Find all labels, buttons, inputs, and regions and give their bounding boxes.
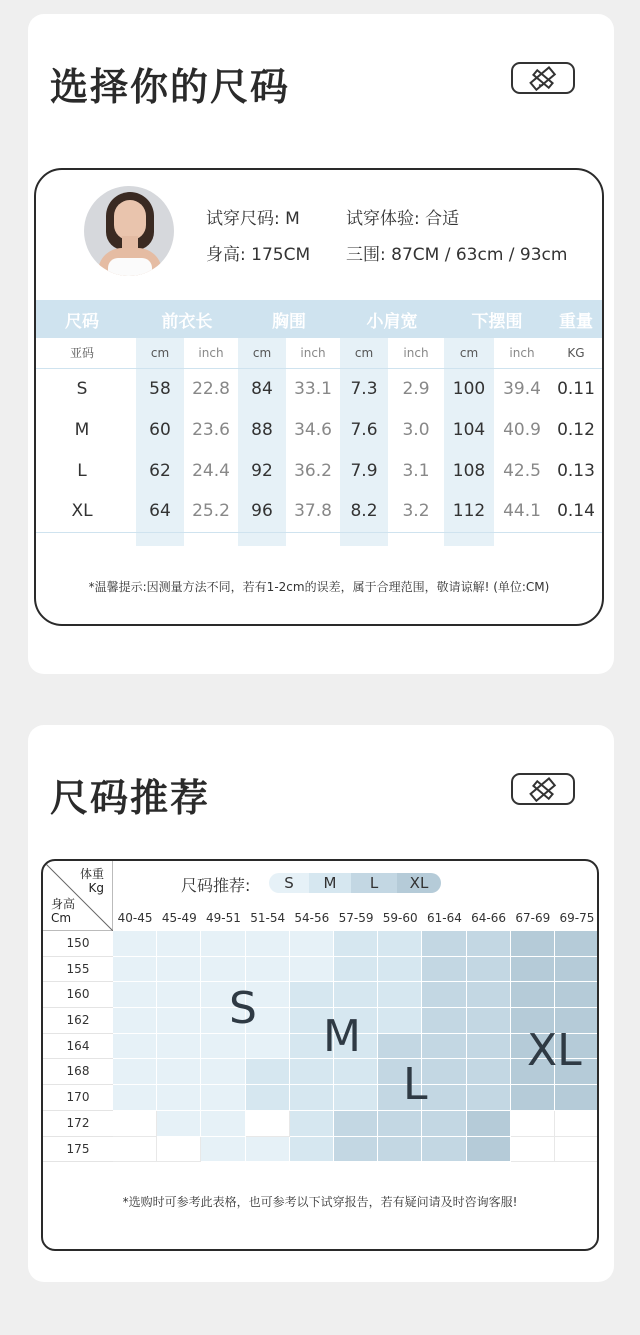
grid-cell (246, 1085, 290, 1111)
grid-cell (334, 1111, 378, 1137)
grid-cell (422, 957, 466, 983)
weight-header: 45-49 (161, 911, 197, 925)
table-cell: 3.2 (388, 491, 444, 532)
height-header: 160 (43, 982, 113, 1008)
table-cell: 25.2 (184, 491, 238, 532)
model-height: 身高: 175CM (206, 245, 311, 265)
grid-cell (378, 1008, 422, 1034)
grid-cell (113, 1034, 157, 1060)
grid-cell (422, 1034, 466, 1060)
legend-m: M (309, 873, 351, 893)
table-cell: 96 (238, 491, 286, 532)
table-cell: 2.9 (402, 378, 430, 399)
grid-cell (290, 931, 334, 957)
table-cell: 22.8 (192, 378, 230, 399)
table-cell: 23.6 (192, 419, 230, 440)
height-header: 150 (43, 931, 113, 957)
trial-size: 试穿尺码: M (206, 209, 300, 229)
grid-cell (334, 1137, 378, 1163)
grid-cell (467, 931, 511, 957)
grid-cell (113, 931, 157, 957)
legend-xl: XL (397, 873, 441, 893)
zone-label-s: S (229, 983, 257, 1034)
grid-cell (157, 1008, 201, 1034)
grid-cell (334, 1059, 378, 1085)
zone-label-m: M (323, 1011, 361, 1062)
grid-cell (467, 1111, 511, 1137)
grid-cell (157, 1111, 201, 1137)
grid-cell (467, 1008, 511, 1034)
size-recommendation-card (28, 725, 614, 1282)
table-cell: 7.9 (340, 450, 388, 491)
subheader-cell: 亚码 (36, 338, 128, 368)
grid-cell (201, 1085, 245, 1111)
header-weight: 重量 (550, 300, 602, 338)
grid-cell (555, 982, 599, 1008)
grid-cell (467, 1085, 511, 1111)
table-cell: 0.13 (557, 460, 595, 481)
grid-cell (246, 1059, 290, 1085)
grid-cell (246, 931, 290, 957)
weight-header: 54-56 (294, 911, 330, 925)
grid-cell (422, 1085, 466, 1111)
grid-cell (201, 1111, 245, 1137)
subheader-cell: inch (388, 338, 444, 368)
grid-cell (422, 1137, 466, 1163)
table-cell: 37.8 (286, 491, 340, 532)
weight-header: 51-54 (250, 911, 286, 925)
weight-header: 61-64 (426, 911, 462, 925)
subheader-cell: inch (286, 338, 340, 368)
table-cell: 62 (136, 450, 184, 491)
weight-header: 69-75 (559, 911, 595, 925)
grid-cell (157, 1034, 201, 1060)
table-cell: 36.2 (294, 460, 332, 481)
table-cell: 34.6 (294, 419, 332, 440)
grid-cell (378, 931, 422, 957)
header-shoulder: 小肩宽 (340, 300, 444, 338)
grid-cell (246, 1111, 290, 1137)
size-table (36, 300, 602, 546)
header-hem: 下摆围 (444, 300, 550, 338)
grid-cell (290, 1111, 334, 1137)
table-cell: S (76, 378, 88, 399)
weight-header: 64-66 (471, 911, 507, 925)
grid-cell (290, 957, 334, 983)
table-cell: 60 (136, 409, 184, 450)
grid-cell (246, 957, 290, 983)
table-row (36, 368, 602, 409)
weight-header: 67-69 (515, 911, 551, 925)
model-avatar (84, 186, 174, 276)
height-header: 170 (43, 1085, 113, 1111)
grid-cell (113, 1059, 157, 1085)
grid-cell (422, 1059, 466, 1085)
table-cell: 7.3 (340, 368, 388, 409)
grid-cell (555, 1085, 599, 1111)
weight-axis-label: 体重 Kg (79, 867, 104, 895)
weight-header: 59-60 (382, 911, 418, 925)
subheader-cell: cm (444, 338, 494, 368)
subheader-cell: cm (136, 338, 184, 368)
table-row (36, 409, 602, 450)
grid-cell (201, 1137, 245, 1163)
size-table-box (34, 168, 604, 626)
grid-cell (157, 982, 201, 1008)
grid-cell (467, 1059, 511, 1085)
grid-cell (201, 957, 245, 983)
subheader-cell: inch (184, 338, 238, 368)
table-cell: 7.6 (340, 409, 388, 450)
table-row (36, 450, 602, 491)
table-cell: 104 (444, 409, 494, 450)
grid-cell (157, 1137, 201, 1163)
table-cell: 8.2 (340, 491, 388, 532)
trial-experience: 试穿体验: 合适 (346, 209, 460, 229)
grid-cell (334, 957, 378, 983)
weight-header: 57-59 (338, 911, 374, 925)
section-title: 选择你的尺码 (50, 65, 291, 109)
grid-cell (422, 1008, 466, 1034)
table-cell: 58 (136, 368, 184, 409)
grid-cell (511, 957, 555, 983)
weight-headers (113, 905, 599, 931)
table-cell: M (74, 419, 90, 440)
grid-cell (157, 957, 201, 983)
table-cell: 39.4 (503, 378, 541, 399)
grid-cell (201, 931, 245, 957)
header-length: 前衣长 (136, 300, 238, 338)
grid-cell (422, 1111, 466, 1137)
table-cell: 108 (444, 450, 494, 491)
grid-cell (378, 1034, 422, 1060)
grid-cell (511, 982, 555, 1008)
grid-cell (467, 1034, 511, 1060)
table-cell: 0.12 (557, 419, 595, 440)
height-header: 164 (43, 1034, 113, 1060)
grid-cell (157, 1085, 201, 1111)
legend-label: 尺码推荐: (181, 876, 251, 895)
table-cell: L (77, 460, 87, 481)
ruler-pencil-icon (511, 62, 575, 94)
weight-header: 49-51 (206, 911, 241, 925)
grid-cell (113, 982, 157, 1008)
height-headers (43, 931, 113, 1162)
table-cell: 24.4 (192, 460, 230, 481)
height-header: 168 (43, 1059, 113, 1085)
grid-cell (467, 1137, 511, 1163)
height-header: 162 (43, 1008, 113, 1034)
grid-cell (334, 1085, 378, 1111)
recommendation-grid-box (41, 859, 599, 1251)
legend-s: S (269, 873, 309, 893)
grid-cell (422, 982, 466, 1008)
grid-cell (555, 1137, 599, 1163)
table-cell: 84 (238, 368, 286, 409)
subheader-cell: cm (238, 338, 286, 368)
table-cell: 40.9 (503, 419, 541, 440)
subheader-cell: cm (340, 338, 388, 368)
table-cell: 3.1 (402, 460, 430, 481)
grid-cell (511, 1111, 555, 1137)
grid-cell (113, 1137, 157, 1163)
grid-cell (290, 1085, 334, 1111)
table-cell: 33.1 (294, 378, 332, 399)
subheader-cell: KG (550, 338, 602, 368)
grid-cell (113, 1085, 157, 1111)
table-cell: 42.5 (503, 460, 541, 481)
grid-cell (246, 1034, 290, 1060)
grid-cell (157, 931, 201, 957)
table-cell: 88 (238, 409, 286, 450)
grid-cell (378, 1137, 422, 1163)
grid-cell (555, 957, 599, 983)
legend-l: L (351, 873, 397, 893)
recommendation-note: *选购时可参考此表格，也可参考以下试穿报告，若有疑问请及时咨询客服! (122, 1195, 518, 1209)
grid-cell (467, 982, 511, 1008)
grid-cell (511, 1085, 555, 1111)
grid-cell (113, 957, 157, 983)
grid-cell (113, 1008, 157, 1034)
table-cell: 100 (444, 368, 494, 409)
grid-cell (290, 1137, 334, 1163)
table-cell: 3.0 (402, 419, 430, 440)
grid-cell (511, 931, 555, 957)
subheader-cell: inch (494, 338, 550, 368)
grid-cell (555, 1111, 599, 1137)
header-bust: 胸围 (238, 300, 340, 338)
size-chart-card (28, 14, 614, 674)
grid-cell (334, 982, 378, 1008)
height-axis-label: 身高 Cm (51, 897, 76, 925)
grid-cell (290, 1059, 334, 1085)
measurement-note: *温馨提示:因测量方法不同，若有1-2cm的误差，属于合理范围，敬请谅解! (单位:CM) (88, 580, 550, 594)
grid-corner (43, 861, 113, 931)
grid-cell (157, 1059, 201, 1085)
grid-cell (378, 982, 422, 1008)
section-title: 尺码推荐 (50, 776, 211, 820)
grid-cell (378, 957, 422, 983)
model-measurements: 三围: 87CM / 63cm / 93cm (346, 245, 568, 265)
weight-header: 40-45 (117, 911, 153, 925)
grid-cell (378, 1111, 422, 1137)
height-header: 175 (43, 1137, 113, 1163)
height-header: 172 (43, 1111, 113, 1137)
grid-cell (555, 931, 599, 957)
height-header: 155 (43, 957, 113, 983)
table-cell: 92 (238, 450, 286, 491)
table-cell: 44.1 (494, 491, 550, 532)
grid-cell (422, 931, 466, 957)
grid-cell (334, 931, 378, 957)
header-size: 尺码 (36, 300, 128, 338)
table-cell: 64 (136, 491, 184, 532)
grid-cell (201, 1034, 245, 1060)
table-row (36, 491, 602, 532)
table-cell: XL (36, 491, 128, 532)
zone-label-xl: XL (527, 1025, 582, 1076)
zone-label-l: L (403, 1059, 428, 1110)
grid-cell (113, 1111, 157, 1137)
grid-cell (290, 982, 334, 1008)
ruler-pencil-icon (511, 773, 575, 805)
grid-cell (201, 1059, 245, 1085)
table-cell: 0.11 (557, 378, 595, 399)
table-cell: 0.14 (550, 491, 602, 532)
grid-cell (511, 1137, 555, 1163)
table-cell: 112 (444, 491, 494, 532)
grid-cell (467, 957, 511, 983)
grid-cell (246, 1137, 290, 1163)
